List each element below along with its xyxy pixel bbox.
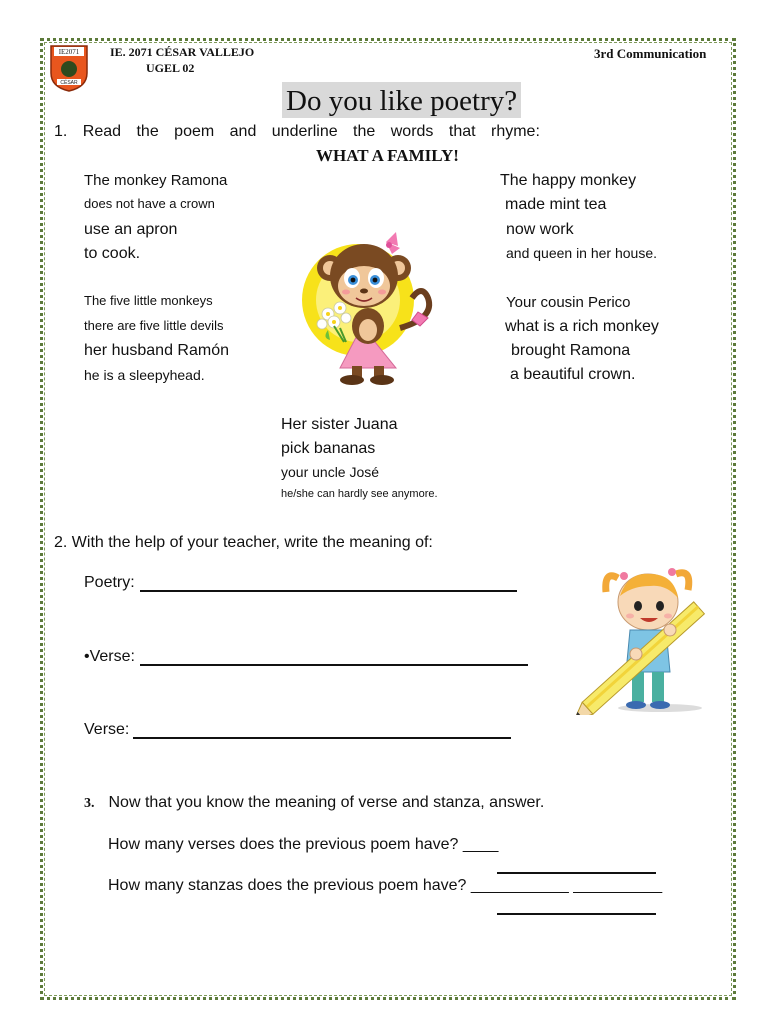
verse-answer-line-1[interactable]	[140, 664, 528, 666]
question-1-instruction: 1. Read the poem and underline the words that rhyme:	[54, 123, 540, 140]
question-3-number: 3.	[84, 796, 95, 811]
poem-line: brought Ramona	[511, 342, 631, 359]
poem-title: WHAT A FAMILY!	[316, 146, 459, 165]
poem-line: now work	[506, 221, 574, 238]
verses-question: How many verses does the previous poem have? ____	[108, 836, 499, 853]
poem-line: a beautiful crown.	[510, 366, 636, 383]
question-3-instruction	[84, 794, 544, 812]
verse-label-bullet: •Verse:	[84, 648, 135, 665]
poem-line: he is a sleepyhead.	[84, 367, 205, 383]
question-2-instruction: 2. With the help of your teacher, write the meaning of:	[54, 534, 433, 551]
poem-line: Her sister Juana	[281, 416, 398, 433]
verse-label: Verse:	[84, 721, 130, 738]
poem-line: and queen in her house.	[506, 245, 658, 261]
poem-line: to cook.	[84, 245, 141, 262]
poem-line: The monkey Ramona	[84, 172, 228, 189]
poem-line: The happy monkey	[500, 172, 637, 189]
stanzas-question: How many stanzas does the previous poem have? ___________ __________	[108, 877, 663, 894]
poem-line: The five little monkeys	[84, 293, 213, 308]
girl-with-pencil-illustration	[570, 560, 720, 715]
poetry-label: Poetry:	[84, 574, 135, 591]
poem-line: there are five little devils	[84, 318, 224, 333]
stanzas-answer-line[interactable]	[497, 913, 656, 915]
poem-line: pick bananas	[281, 440, 376, 457]
page-title: Do you like poetry?	[282, 82, 521, 118]
question-3-text: Now that you know the meaning of verse and stanza, answer.	[108, 794, 545, 811]
poem-line: what is a rich monkey	[505, 318, 659, 335]
poem-line: he/she can hardly see anymore.	[281, 488, 438, 500]
verses-answer-line[interactable]	[497, 872, 656, 874]
svg-text:CÉSAR: CÉSAR	[60, 80, 78, 86]
svg-text:IE2071: IE2071	[58, 48, 80, 56]
poem-line: use an apron	[84, 221, 178, 238]
school-name: IE. 2071 CÉSAR VALLEJO	[110, 45, 255, 59]
poem-line: her husband Ramón	[84, 342, 229, 359]
poem-line: made mint tea	[505, 196, 607, 213]
poem-line: your uncle José	[281, 464, 380, 480]
monkey-illustration	[300, 218, 445, 386]
ugel-label: UGEL 02	[146, 61, 195, 75]
poem-line: Your cousin Perico	[506, 294, 631, 311]
subject-label: 3rd Communication	[594, 46, 707, 61]
verse-answer-line-2[interactable]	[133, 737, 511, 739]
poem-line: does not have a crown	[84, 196, 215, 211]
poetry-answer-line[interactable]	[140, 590, 517, 592]
school-logo	[48, 43, 90, 93]
